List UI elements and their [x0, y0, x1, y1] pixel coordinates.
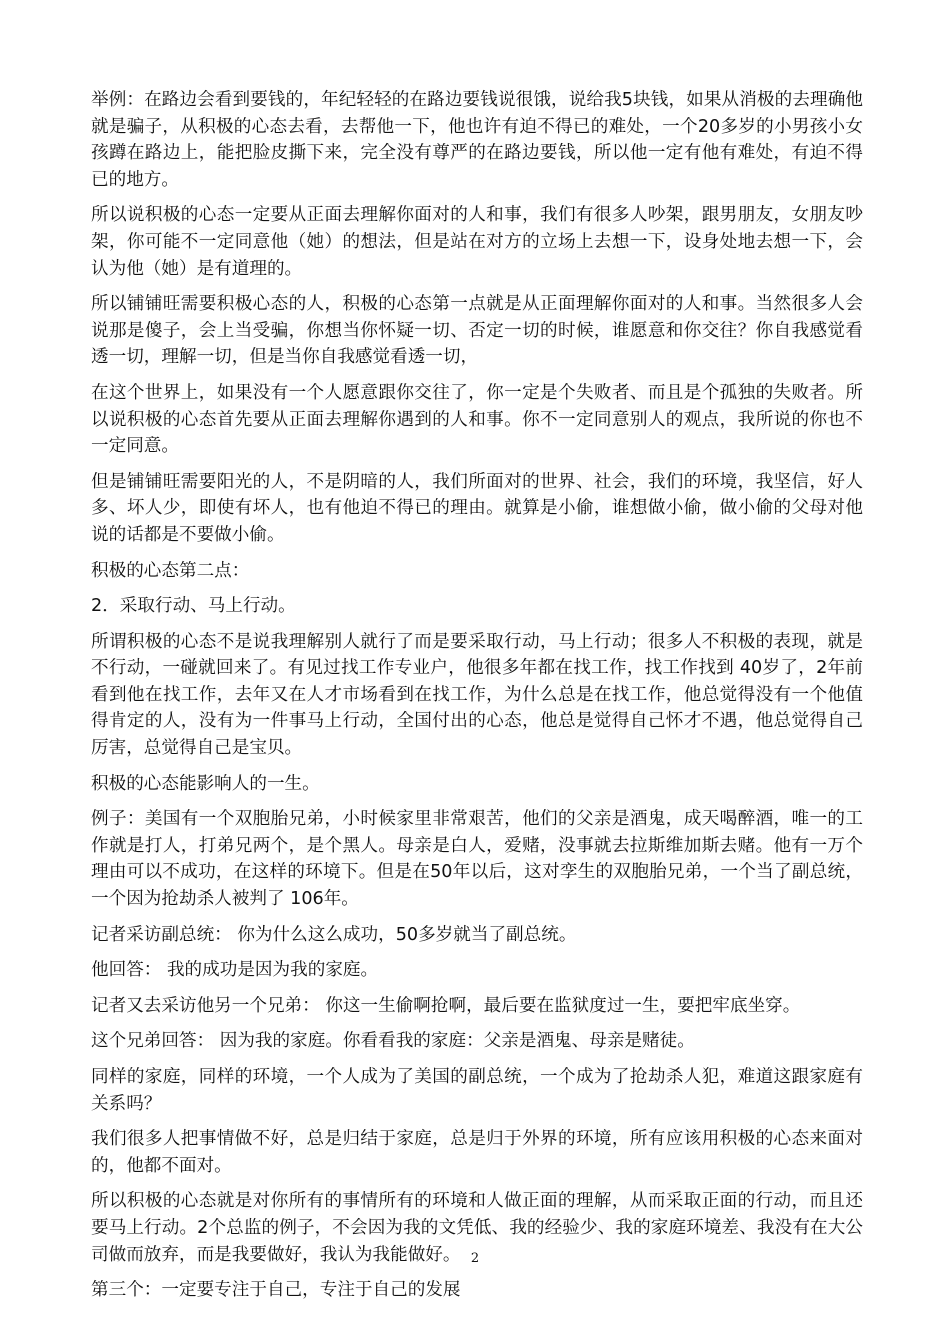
paragraph-third-point: 第三个：一定要专注于自己，专注于自己的发展 [91, 1280, 461, 1301]
page-number: 2 [470, 1251, 480, 1266]
paragraph-positive-action-summary: 所以积极的心态就是对你所有的事情所有的环境和人做正面的理解，从而采取正面的行动，而且还要马上行动。2个总监的例子，不会因为我的文凭低、我的经验少、我的家庭环境差、我没有在大公司做而放弃，而是我要做好，我认为我能做好。 [91, 1191, 863, 1265]
paragraph-blame-environment: 我们很多人把事情做不好，总是归结于家庭，总是归于外界的环境，所有应该用积极的心态来面对的，他都不面对。 [91, 1129, 863, 1176]
paragraph-second-point-heading: 积极的心态第二点： [91, 560, 250, 581]
paragraph-begging-example: 举例：在路边会看到要钱的，年纪轻轻的在路边要钱说很饿，说给我5块钱，如果从消极的去理确他就是骗子，从积极的心态去看，去帮他一下，他也许有迫不得已的难处，一个20多岁的小男孩小女孩蹲在路边上，能把脸皮撕下来，完全没有尊严的在路边要钱，所以他一定有他有难处，有迫不得已的地方。 [91, 90, 863, 190]
paragraph-vp-answer: 他回答： 我的成功是因为我的家庭。 [91, 960, 379, 981]
paragraph-twins-example: 例子：美国有一个双胞胎兄弟，小时候家里非常艰苦，他们的父亲是酒鬼，成天喝醉酒，唯一的工作就是打人，打弟兄两个，是个黑人。母亲是白人，爱赌，没事就去拉斯维加斯去赌。他有一万个理由可以不成功，在这样的环境下。但是在50年以后，这对孪生的双胞胎兄弟，一个当了副总统，一个因为抢劫杀人被判了 106年。 [91, 809, 863, 910]
paragraph-first-point: 所以铺铺旺需要积极心态的人，积极的心态第一点就是从正面理解你面对的人和事。当然很多人会说那是傻子，会上当受骗，你想当你怀疑一切、否定一切的时候，谁愿意和你交往？你自我感觉看透一切，理解一切，但是当你自我感觉看透一切， [91, 294, 863, 368]
paragraph-take-action-heading: 2．采取行动、马上行动。 [91, 596, 296, 617]
paragraph-sunny-people: 但是铺铺旺需要阳光的人，不是阴暗的人，我们所面对的世界、社会，我们的环境，我坚信，好人多、坏人少，即使有坏人，也有他迫不得已的理由。就算是小偷，谁想做小偷，做小偷的父母对他说的话都是不要做小偷。 [91, 471, 863, 545]
paragraph-brother-answer: 这个兄弟回答： 因为我的家庭。你看看我的家庭：父亲是酒鬼、母亲是赌徒。 [91, 1031, 695, 1052]
paragraph-lonely-failure: 在这个世界上，如果没有一个人愿意跟你交往了，你一定是个失败者、而且是个孤独的失败者。所以说积极的心态首先要从正面去理解你遇到的人和事。你不一定同意别人的观点，我所说的你也不一定同意。 [91, 382, 863, 457]
paragraph-understand-positively: 所以说积极的心态一定要从正面去理解你面对的人和事，我们有很多人吵架，跟男朋友，女朋友吵架，你可能不一定同意他（她）的想法，但是站在对方的立场上去想一下，设身处地去想一下，会认为他（她）是有道理的。 [91, 205, 863, 279]
paragraph-same-family: 同样的家庭，同样的环境，一个人成为了美国的副总统，一个成为了抢劫杀人犯，难道这跟家庭有关系吗？ [91, 1067, 863, 1114]
document-body [91, 87, 863, 1313]
paragraph-affects-life: 积极的心态能影响人的一生。 [91, 773, 320, 794]
paragraph-take-action: 所谓积极的心态不是说我理解别人就行了而是要采取行动，马上行动；很多人不积极的表现，就是不行动，一碰就回来了。有见过找工作专业户，他很多年都在找工作，找工作找到 40岁了，2年前看到他在找工作，去年又在人才市场看到在找工作，为什么总是在找工作，他总觉得没有一个他值得肯定的人，没有为一件事马上行动，全国付出的心态，他总是觉得自己怀才不遇，他总觉得自己厉害，总觉得自己是宝贝。 [91, 631, 863, 759]
paragraph-reporter-brother: 记者又去采访他另一个兄弟： 你这一生偷啊抢啊，最后要在监狱度过一生，要把牢底坐穿。 [91, 995, 801, 1016]
paragraph-reporter-vp: 记者采访副总统： 你为什么这么成功，50多岁就当了副总统。 [91, 924, 577, 945]
